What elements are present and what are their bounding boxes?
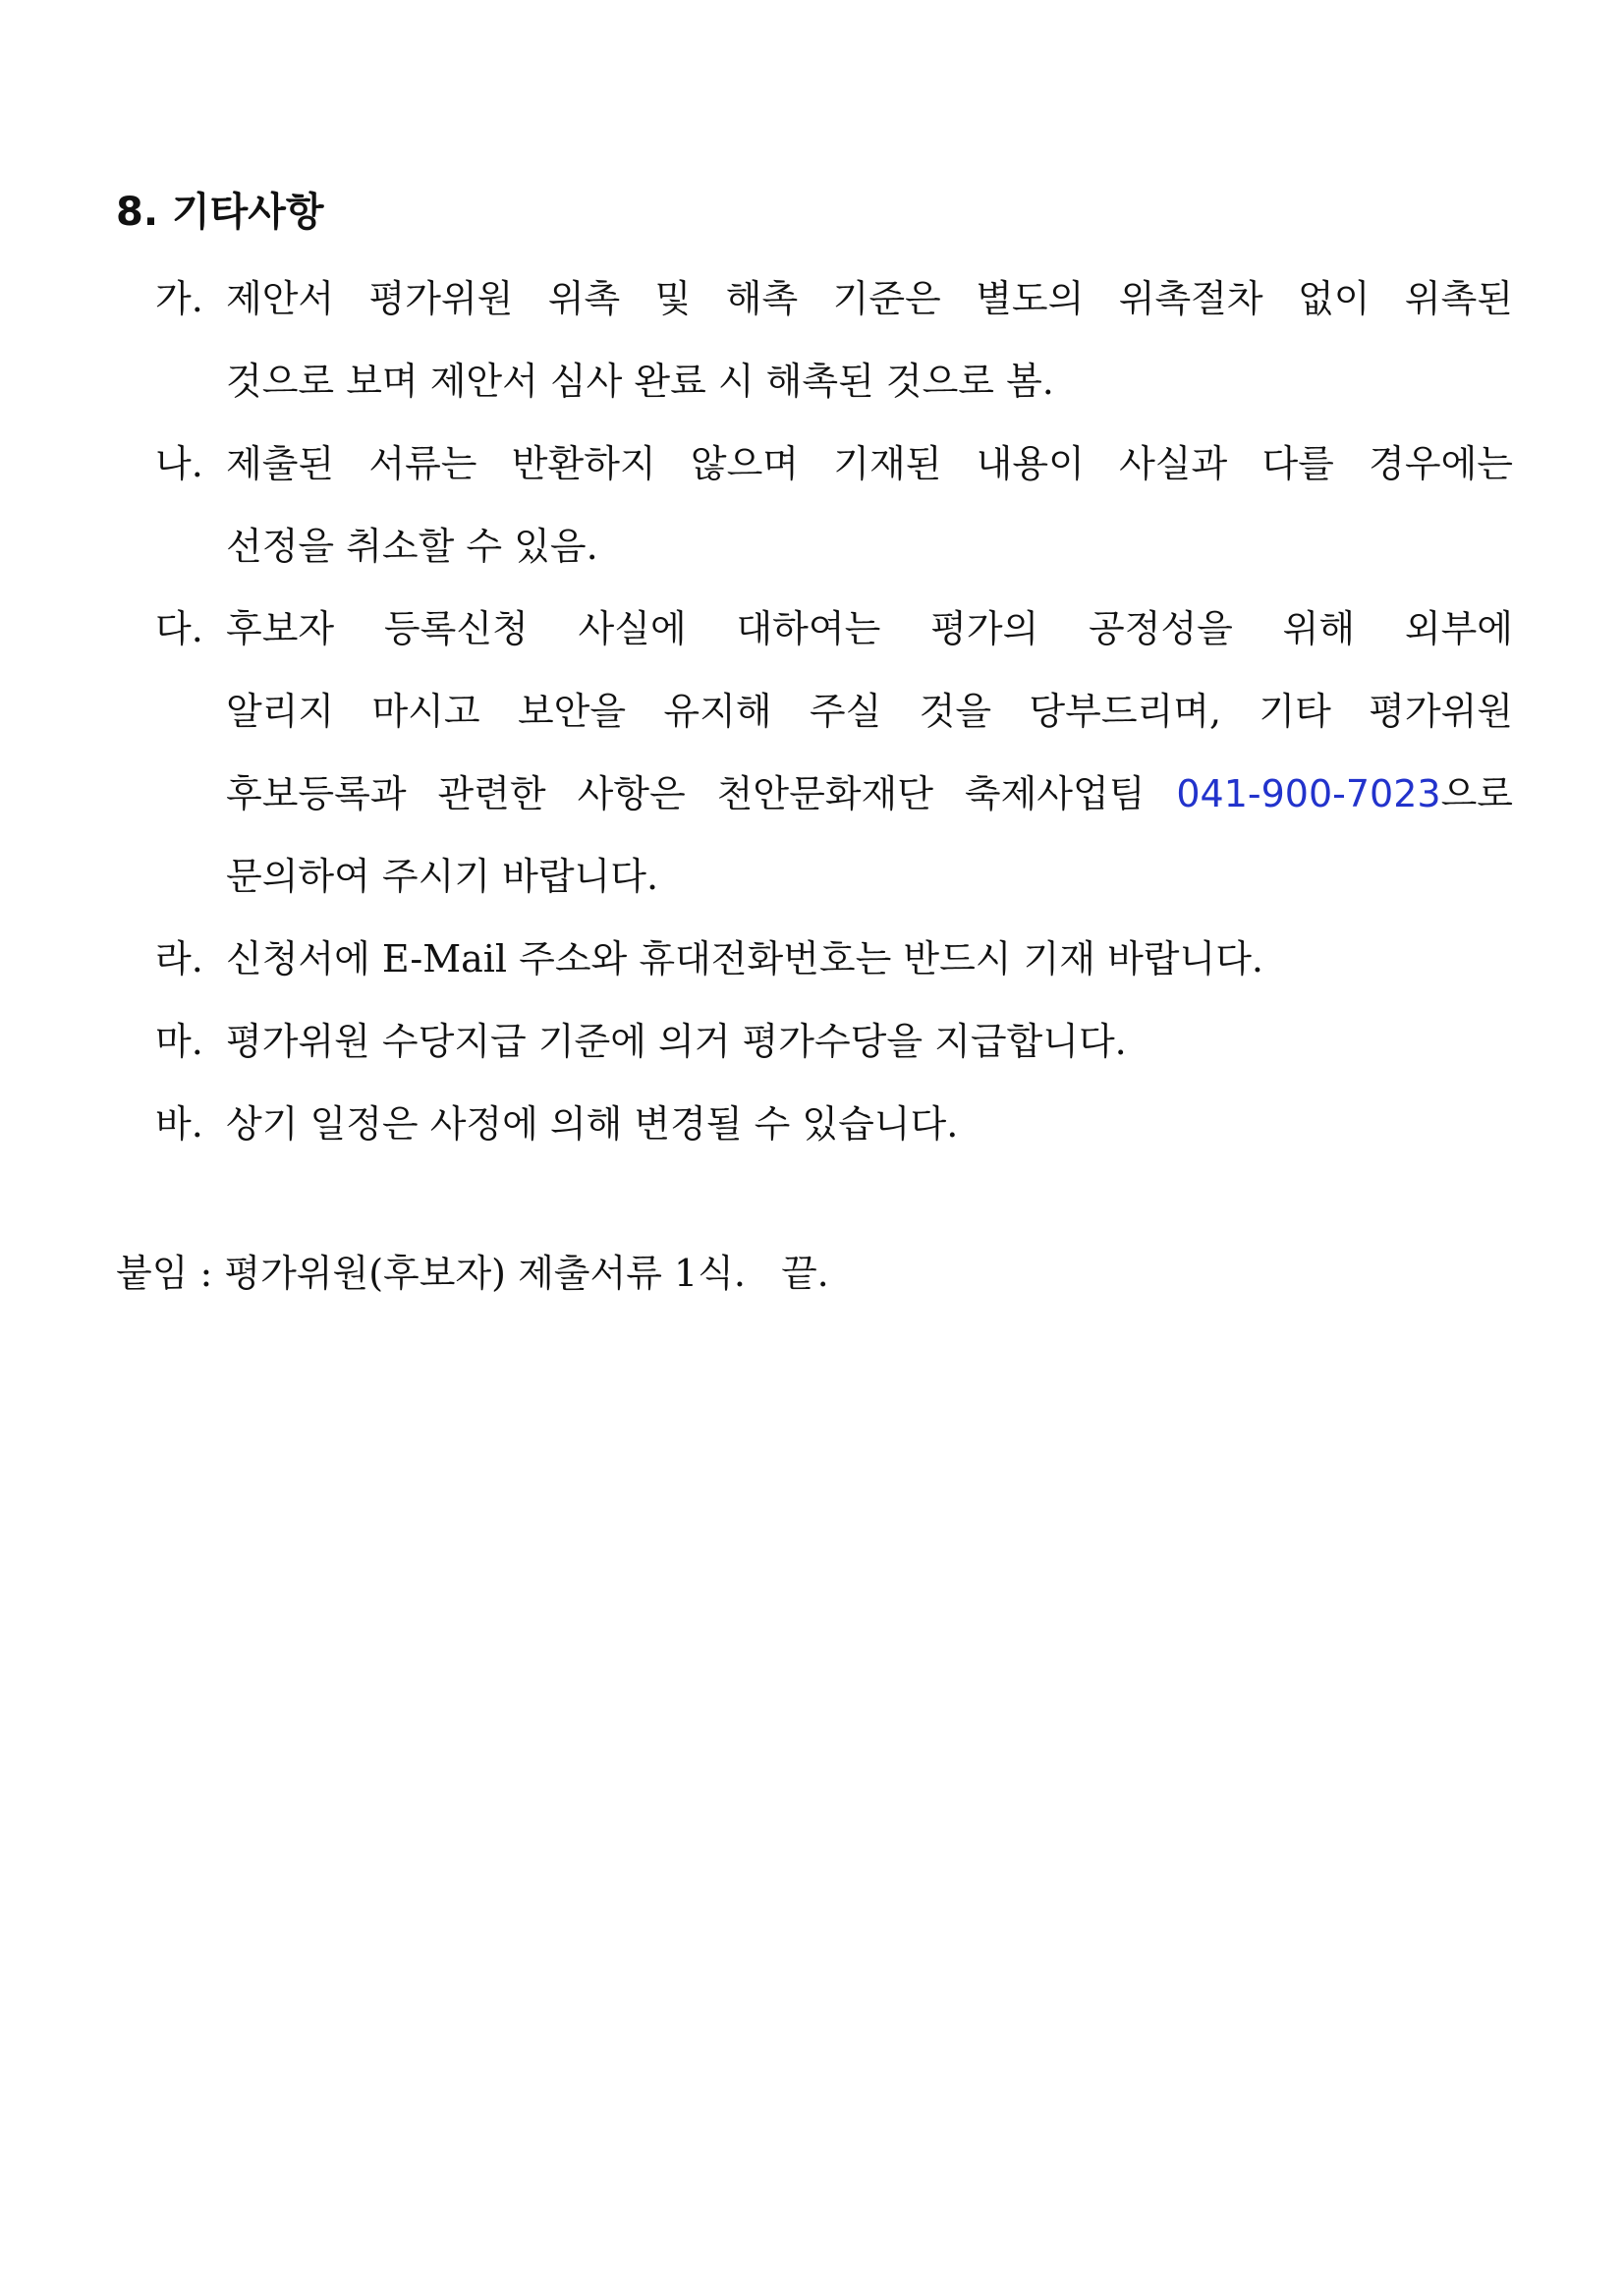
list-item (155, 918, 1521, 1000)
attachment-text: 붙임 : 평가위원(후보자) 제출서류 1식. (116, 1252, 746, 1295)
list-item (155, 1083, 1521, 1165)
item-line: 제안서 평가위원 위촉 및 해촉 기준은 별도의 위촉절차 없이 위촉된 (226, 277, 1513, 320)
list-item (155, 257, 1521, 422)
section-heading: 8. 기타사항 (116, 190, 324, 235)
item-line-with-phone (226, 753, 1513, 835)
item-text (226, 1000, 1513, 1083)
item-text (226, 257, 1513, 422)
list-item (155, 1000, 1521, 1083)
phone-suffix: 으로 (1440, 772, 1513, 815)
item-marker: 나. (155, 442, 203, 485)
item-marker: 다. (155, 607, 203, 650)
item-line: 신청서에 E-Mail 주소와 휴대전화번호는 반드시 기재 바랍니다. (226, 937, 1263, 980)
item-line: 문의하여 주시기 바랍니다. (226, 855, 659, 898)
phone-number: 041-900-7023 (1176, 772, 1441, 815)
item-line-text: 후보등록과 관련한 사항은 천안문화재단 축제사업팀 (226, 772, 1177, 815)
item-line: 평가위원 수당지급 기준에 의거 평가수당을 지급합니다. (226, 1020, 1127, 1063)
item-marker: 라. (155, 937, 203, 980)
item-marker: 가. (155, 277, 203, 320)
item-text (226, 918, 1513, 1000)
item-text (226, 1083, 1513, 1165)
item-line: 상기 일정은 사정에 의해 변경될 수 있습니다. (226, 1102, 959, 1146)
item-marker: 마. (155, 1020, 203, 1063)
item-text (226, 422, 1513, 588)
end-mark: 끝. (780, 1252, 829, 1295)
attachment-line (116, 1246, 829, 1301)
item-line: 것으로 보며 제안서 심사 완료 시 해촉된 것으로 봄. (226, 360, 1054, 403)
item-marker: 바. (155, 1102, 203, 1146)
item-text (226, 588, 1513, 918)
list-item (155, 588, 1521, 918)
item-line: 알리지 마시고 보안을 유지해 주실 것을 당부드리며, 기타 평가위원 (226, 690, 1513, 733)
item-line: 후보자 등록신청 사실에 대하여는 평가의 공정성을 위해 외부에 (226, 607, 1513, 650)
item-line: 제출된 서류는 반환하지 않으며 기재된 내용이 사실과 다를 경우에는 (226, 442, 1513, 485)
item-line: 선정을 취소할 수 있음. (226, 525, 598, 568)
list-item (155, 422, 1521, 588)
